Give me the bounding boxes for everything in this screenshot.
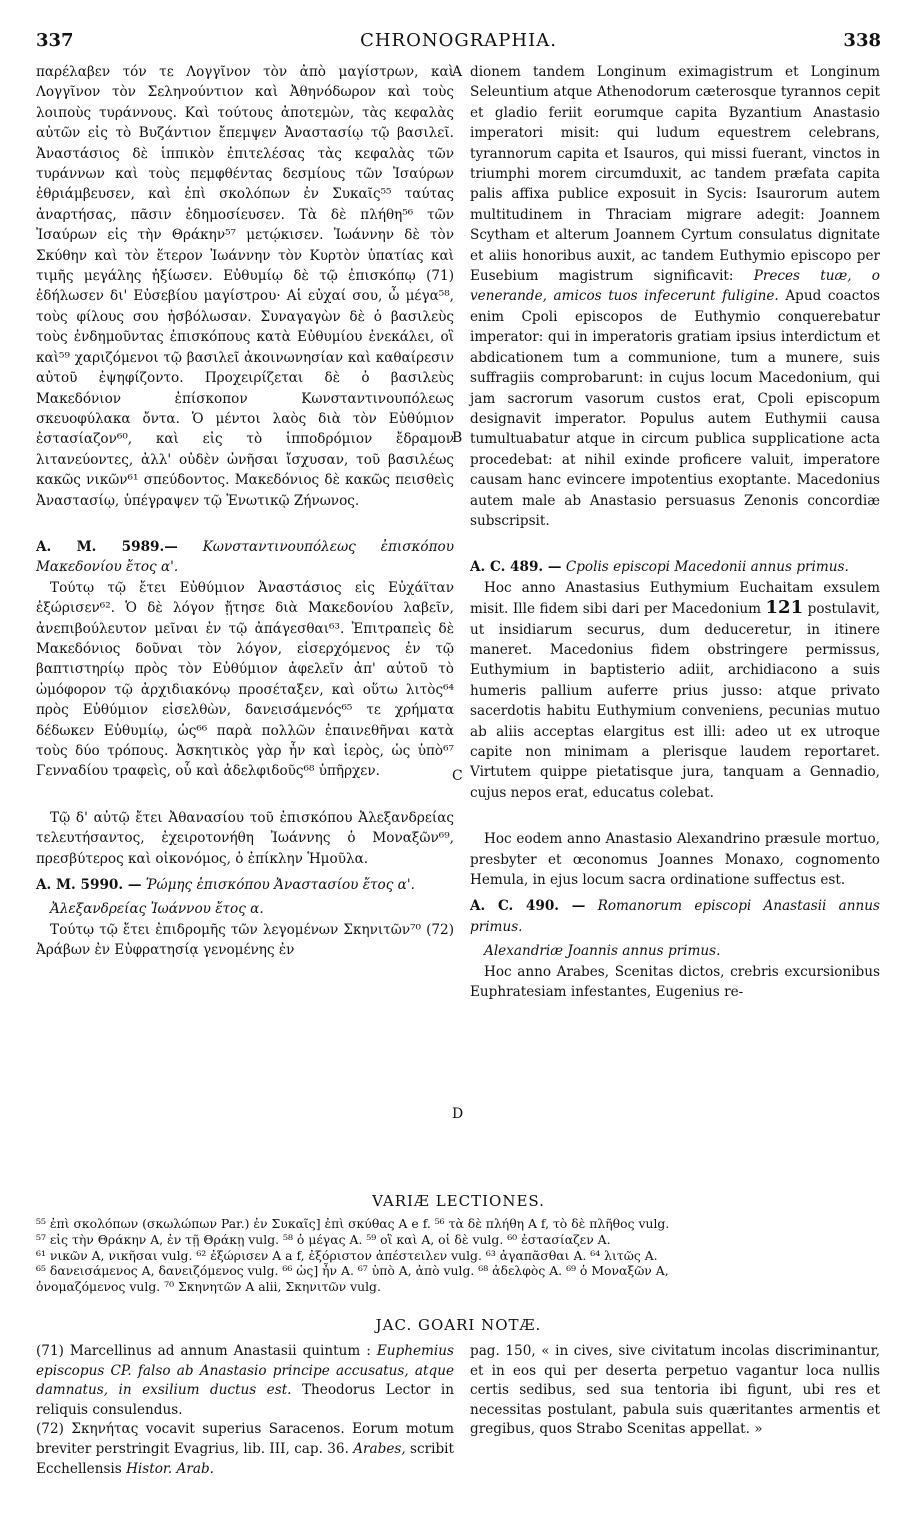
margin-letter-c: C [452, 768, 463, 784]
greek-year-title: Ῥώμης ἐπισκόπου Ἀναστασίου ἔτος α'. [145, 877, 415, 894]
note-72-continued: pag. 150, « in cives, sive civitatum incolas discriminantur, et in eos qui per deserta perpetuo vagantur loca nullis certis sedibus, sed sua tentoria ibi figunt, ubi res et necessitas postulant, pabula suis quæritantes armentis et gregibus, quos Strabo Scenitas appellat. » [470, 1343, 880, 1438]
page-number-right: 338 [843, 30, 881, 51]
greek-paragraph: παρέλαβεν τόν τε Λογγῖνον τὸν ἀπὸ μαγίστρων, καὶ Λογγῖνον τὸν Σεληνούντιον καὶ Ἀθηνόδωρον καὶ τοὺς λοιποὺς τυράννους. Καὶ τούτους ἀποτεμὼν, τὰς κεφαλὰς αὐτῶν εἰς τὸ Βυζάντιον ἔπεμψεν Ἀναστασίῳ τῷ βασιλεῖ. Ἀναστάσιος δὲ ἱππικὸν ἐπιτελέσας τὰς κεφαλὰς τῶν τυράννων καὶ τοὺς πεμφθέντας δεσμίους τῶν Ἰσαύρων ἐθριάμβευσεν, καὶ ἐπὶ σκολόπων ἐν Συκαῖς⁵⁵ ταύτας ἀναρτήσας, πᾶσιν ἐδημοσίευσεν. Τὰ δὲ πλήθη⁵⁶ τῶν Ἰσαύρων εἰς τὴν Θράκην⁵⁷ μετῴκισεν. Ἰωάννην δὲ τὸν Σκύθην καὶ τὸν ἕτερον Ἰωάννην τὸν Κυρτὸν ὑπατίας καὶ τιμῆς μεγάλης ἠξίωσεν. Εὐθυμίῳ δὲ τῷ ἐπισκόπῳ (71) ἐδήλωσεν δι' Εὐσεβίου μαγίστρου· Αἱ εὐχαί σου, ὦ μέγα⁵⁸, τοὺς φίλους σου ἠσβόλωσαν. Συναγαγὼν δὲ ὁ βασιλεὺς τοὺς ἐνδημοῦντας ἐπισκόπους κατὰ Εὐθυμίου ἐνεκάλει, οἳ καὶ⁵⁹ χαριζόμενοι τῷ βασιλεῖ ἀκοινωνησίαν καὶ καθαίρεσιν αὐτοῦ ἐψηφίζοντο. Προχειρίζεται δὲ ὁ βασιλεὺς Μακεδόνιον ἐπίσκοπον Κωνσταντινουπόλεως σκευοφύλακα ὄντα. Ὁ μέντοι λαὸς διὰ τὸν Εὐθύμιον ἐστασίαζον⁶⁰, καὶ εἰς τὸ ἱπποδρόμιον ἔδραμον λιτανεύοντες, ἀλλ' οὐδὲν ὠνῆσαι ἴσχυσαν, τοῦ βασιλέως κακῶς νικῶν⁶¹ σπεύδοντος. Μακεδόνιος δὲ κακῶς πεισθεὶς Ἀναστασίῳ, ὑπέγραψεν τῷ Ἑνωτικῷ Ζήνωνος. [36, 64, 454, 509]
notes-right-column [470, 1342, 880, 1440]
page-number-left: 337 [36, 30, 74, 51]
note-71 [36, 1342, 454, 1420]
variae-lectiones-title: VARIÆ LECTIONES. [372, 1192, 545, 1210]
variant-line: ⁶⁵ δανεισάμενος A, δανειζόμενος vulg. ⁶⁶ ὡς] ἦν A. ⁶⁷ ὑπὸ A, ἀπὸ vulg. ⁶⁸ ἀδελφὸς A. ⁶⁹ ὁ Μοναξῶν A, [36, 1263, 669, 1279]
note-source-title: Histor. Arab. [126, 1460, 214, 1477]
note-text: Theodorus Lector in reliquis consulendus. [36, 1382, 454, 1418]
latin-paragraph: Hoc anno Arabes, Scenitas dictos, crebris excursionibus Euphratesiam infestantes, Eugenius re- [470, 963, 880, 1001]
greek-year-heading [36, 875, 454, 895]
latin-text: dionem tandem Longinum eximagistrum et Longinum Seleuntium atque Athenodorum cæterosque tyrannos cepit et gladio feriit eorumque capita Byzantium Anastasio imperatori misit: qui ludum equestrem celebrans, tyrannorum capita et Isauros, qui missi fuerant, vinctos in triumphi morem circumduxit, ac tandem præfata capita palis affixa publice exposuit in Sycis: Isaurorum autem multitudinem in Thraciam migrare adegit: Joannem Scytham et alterum Joannem Cyrtum consulatus dignitate et aliis honoribus auxit, ac tandem Euthymio episcopo per Eusebium magistrum significavit: [470, 64, 880, 285]
note-quotation: Arabes, [353, 1440, 406, 1457]
latin-paragraph [470, 578, 880, 803]
greek-paragraph: Τῷ δ' αὐτῷ ἔτει Ἀθανασίου τοῦ ἐπισκόπου Ἀλεξανδρείας τελευτήσαντος, ἐχειροτονήθη Ἰωάννης ὁ Μοναξῶν⁶⁹, πρεσβύτερος καὶ οἰκονόμος, ὁ ἐπίκλην Ἡμοῦλα. [36, 809, 454, 867]
note-quotation: Euphemius episcopus CP. falso ab Anastasio principe accusatus, atque damnatus, in exsilium ductus est. [36, 1343, 454, 1399]
running-header [36, 30, 881, 54]
variant-line: ὀνομαζόμενος vulg. ⁷⁰ Σκηνητῶν A alii, Σκηνιτῶν vulg. [36, 1279, 381, 1295]
greek-subheading: Ἀλεξανδρείας Ἰωάννου ἔτος α. [50, 901, 264, 918]
latin-text: Apud coactos enim Cpoli episcopos de Euthymio conquerebatur imperator: qui in imperatoris gratiam ipsius interdictum et abdicationem tum a communione, tum a munere, suis suffragiis comprobarunt: in cujus locum Macedonium, qui jam sacrorum vasorum custos erat, Cpoli episcopum designavit imperator. Populus autem Euthymii causa tumultuabatur atque in circum publica supplicatione acta procedebat: at nihil exinde proficere valuit, imperatore causam hanc evincere impotentius exoptante. Macedonius autem male ab Anastasio persuasus Zenonis concordiæ subscripsit. [470, 288, 881, 529]
note-text: (72) Σκηνήτας vocavit superius Saracenos. Eorum motum breviter perstringit Evagrius, lib. III, cap. 36. [36, 1421, 454, 1457]
greek-column [36, 62, 454, 961]
greek-year-title: Κωνσταντινουπόλεως ἐπισκόπου Μακεδονίου ἔτος α'. [36, 538, 454, 576]
notes-left-column [36, 1342, 454, 1479]
marginal-page-number: 121 [765, 597, 804, 619]
latin-column [470, 62, 880, 1002]
latin-year-heading [470, 896, 880, 937]
latin-year-heading [470, 557, 880, 577]
greek-year-number: A. M. 5989.— [36, 538, 178, 555]
greek-paragraph: Τούτῳ τῷ ἔτει Εὐθύμιον Ἀναστάσιος εἰς Εὐχάϊταν ἐξώρισεν⁶². Ὁ δὲ λόγον ᾔτησε διὰ Μακεδονίου λαβεῖν, ἀνεπιβούλευτον μεῖναι ἐν τῷ ἀπάγεσθαι⁶³. Ἐπιτραπεὶς δὲ Μακεδόνιος δοῦναι τὸν λόγον, εἰσερχόμενος ἐν τῷ βαπτιστηρίῳ πρὸς τὸν Εὐθύμιον ἀφελεῖν ἀπ' αὐτοῦ τὸ ὠμόφορον τῷ ἀρχιδιακόνῳ προσέταξεν, καὶ οὕτω λιτὸς⁶⁴ πρὸς Εὐθύμιον εἰσελθὼν, δανεισάμενός⁶⁵ τε χρήματα δέδωκεν Εὐθυμίῳ, ὡς⁶⁶ παρὰ πολλῶν ἐπαινεθῆναι κατὰ τοὺς δύο τρόπους. Ἀσκητικὸς γὰρ ἦν καὶ ἱερὸς, ὡς ὑπὸ⁶⁷ Γενναδίου τραφεὶς, οὗ καὶ ἀδελφιδοῦς⁶⁸ ὑπῆρχεν. [36, 579, 454, 780]
latin-year-number: A. C. 490. — [470, 898, 586, 915]
variae-lectiones [36, 1216, 881, 1295]
latin-year-title: Romanorum episcopi Anastasii annus primus. [470, 898, 880, 935]
note-72 [36, 1420, 454, 1479]
margin-letter-b: B [452, 430, 463, 446]
variant-line: ⁵⁷ εἰς τὴν Θράκην A, ἐν τῇ Θράκῃ vulg. ⁵⁸ ὁ μέγας A. ⁵⁹ οἳ καὶ A, οἱ δὲ vulg. ⁶⁰ ἐστασίαζεν A. [36, 1231, 611, 1247]
latin-text: Hoc anno Anastasius Euthymium Euchaitam exsulem misit. Ille fidem sibi dari per Macedonium [470, 579, 880, 618]
margin-letter-a: A [452, 64, 463, 80]
running-title: CHRONOGRAPHIA. [360, 30, 557, 51]
margin-letter-d: D [452, 1106, 464, 1122]
notae-title: JAC. GOARI NOTÆ. [375, 1316, 542, 1334]
latin-paragraph [470, 62, 880, 531]
greek-paragraph: Τούτῳ τῷ ἔτει ἐπιδρομῆς τῶν λεγομένων Σκηνιτῶν⁷⁰ (72) Ἀράβων ἐν Εὐφρατησίᾳ γενομένης ἐν [36, 921, 454, 959]
latin-year-title: Cpolis episcopi Macedonii annus primus. [565, 559, 849, 576]
latin-subheading: Alexandriæ Joannis annus primus. [484, 943, 721, 960]
greek-year-number: A. M. 5990. — [36, 877, 142, 894]
latin-text: postulavit, ut insidiarum securus, dum deduceretur, in itinere maneret. Macedonius fidem obstringere permissus, Euthymium in baptisterio adiit, archidiacono a suis humeris pallium auferre prius jusso: atque privato sacerdotis habitu Euthymium conveniens, pecunias mutuo ab aliis acceptas elargitus est illi: adeo ut ex utroque capite non minimam a plerisque laudem reportaret. Virtutem quippe pietatisque jura, tanquam a Gennadio, cujus nepos erat, educatus colebat. [470, 601, 880, 801]
note-text: scribit Ecchellensis [36, 1440, 454, 1477]
latin-quotation: Preces tuæ, o venerande, amicos tuos infecerunt fuligine. [470, 268, 880, 305]
variant-line: ⁵⁵ ἐπὶ σκολόπων (σκωλώπων Par.) ἐν Συκαῖς] ἐπὶ σκύθας A e f. ⁵⁶ τὰ δὲ πλήθη A f, τὸ δὲ πλῆθος vulg. [36, 1216, 670, 1231]
latin-year-number: A. C. 489. — [470, 559, 562, 576]
variant-line: ⁶¹ νικῶν A, νικῆσαι vulg. ⁶² ἐξώρισεν A a f, ἐξόριστον ἀπέστειλεν vulg. ⁶³ ἀγαπᾶσθαι A. ⁶⁴ λιτῶς A. [36, 1247, 658, 1263]
note-text: (71) Marcellinus ad annum Anastasii quintum : [36, 1343, 371, 1359]
greek-year-heading [36, 537, 454, 578]
latin-paragraph: Hoc eodem anno Anastasio Alexandrino præsule mortuo, presbyter et œconomus Joannes Monaxo, cognomento Hemula, in ejus locum sacra ordinatione suffectus est. [470, 831, 880, 889]
